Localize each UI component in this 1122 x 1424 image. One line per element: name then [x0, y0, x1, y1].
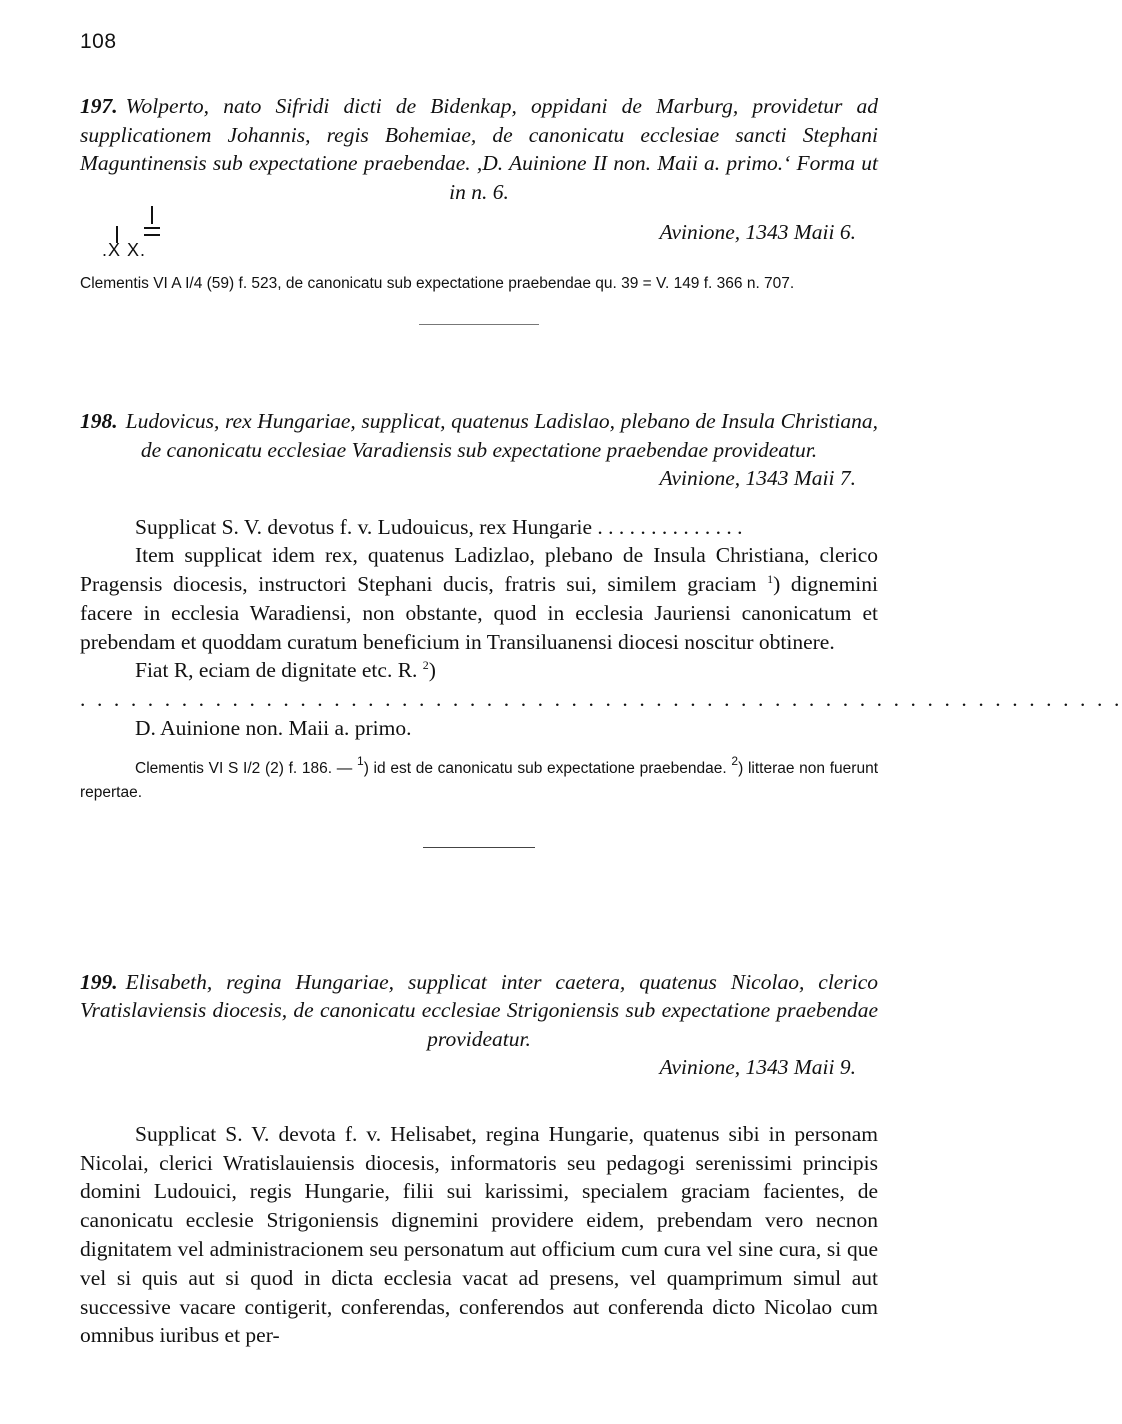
source-note: Clementis VI S I/2 (2) f. 186. — $^1$) id est de canonicatu sub expectatione praebendae. $^2$) litterae non fuerunt repertae.: [80, 753, 879, 801]
document-text: Item supplicat idem rex, quatenus Ladizlao, plebano de Insula Christiana, clerico Pragensis diocesis, instructori Stephani ducis, fratris sui, similem graciam $^1$) dignemini facere in ecclesia Waradiensi, non obstante, quod in ecclesia Jauriensi canonicatum et prebendam et quoddam curatum beneficium in Transiluanensi diocesi noscitur obtinere.: [80, 543, 878, 654]
place-date: Avinione, 1343 Maii 7.: [659, 466, 856, 490]
entry-summary: [80, 92, 878, 206]
page-number: 108: [80, 30, 117, 53]
date-row: [80, 206, 878, 264]
place-date: Avinione, 1343 Maii 9.: [659, 1055, 856, 1080]
entry-summary-text: Ludovicus, rex Hungariae, supplicat, quatenus Ladislao, plebano de Insula Christiana, de canonicatu ecclesiae Varadiensis sub expectatione praebendae provideatur.: [125, 409, 878, 462]
marginal-notation: [80, 206, 180, 264]
entry-number: 198.: [80, 409, 118, 433]
entry-198: [80, 407, 1122, 805]
document-page: [80, 30, 1122, 1350]
place-date: Avinione, 1343 Maii 6.: [659, 220, 856, 244]
notation-stroke: [144, 234, 160, 236]
entry-summary: [80, 407, 878, 464]
footnote-marker: 2: [422, 658, 429, 673]
entry-number: 197.: [80, 94, 118, 118]
source-note: Clementis VI A I/4 (59) f. 523, de canonicatu sub expectatione praebendae qu. 39 = V. 149 f. 366 n. 707.: [80, 275, 795, 292]
footnote-marker: 1: [767, 572, 774, 587]
entry-summary-text: Elisabeth, regina Hungariae, supplicat inter caetera, quatenus Nicolao, clerico Vratislaviensis diocesis, de canonicatu ecclesiae Strigoniensis sub expectatione praebendae provideatur.: [80, 969, 878, 1051]
notation-stroke: [144, 227, 160, 229]
document-text: Fiat R, eciam de dignitate etc. R. $^2$): [135, 658, 436, 683]
entry-197: [80, 92, 878, 296]
footnote-marker: 1: [357, 753, 364, 768]
entry-199: [80, 968, 878, 1350]
document-text: Supplicat S. V. devota f. v. Helisabet, regina Hungarie, quatenus sibi in personam Nicolai, clerici Wratislauiensis diocesis, informatoris seu pedagogi serenissimi principis domini Ludouici, regis Hungarie, filii sui karissimi, specialem graciam facientes, de canonicatu ecclesie Strigoniensis dignemini providere eidem, prebendam vero necnon dignitatem vel administracionem seu personatum aut officium cum cura vel sine cura, si que vel si quis aut si quod in dicta ecclesia vacat ad presens, vel quamprimum simul aut successive vacare contigerit, conferendas, conferendos aut conferenda dicto Nicolao cum omnibus iuribus et per-: [80, 1121, 878, 1348]
footnote-marker: 2: [731, 753, 739, 768]
entry-summary: [80, 968, 878, 1054]
notation-text: .X X.: [102, 240, 147, 260]
document-text: D. Auinione non. Maii a. primo.: [135, 716, 412, 741]
section-divider: [423, 847, 535, 848]
notation-stroke: [151, 206, 153, 224]
omission-dots: . . . . . . . . . . . . . . . . . . . . . . . . . . . . . . . . . . . . . . . . . . . . . . . . . . . . . . . . . . . . . .: [80, 687, 1122, 712]
entry-summary-text: Wolperto, nato Sifridi dicti de Bidenkap, oppidani de Marburg, providetur ad supplicationem Johannis, regis Bohemiae, de canonicatu ecclesiae sancti Stephani Maguntinensis sub expectatione praebendae. ,D. Auinione II non. Maii a. primo.‘ Forma ut in n. 6.: [80, 94, 878, 204]
section-divider: [419, 324, 539, 325]
entry-number: 199.: [80, 969, 118, 994]
document-text: Supplicat S. V. devotus f. v. Ludouicus, rex Hungarie . . . . . . . . . . . . . .: [135, 514, 743, 539]
